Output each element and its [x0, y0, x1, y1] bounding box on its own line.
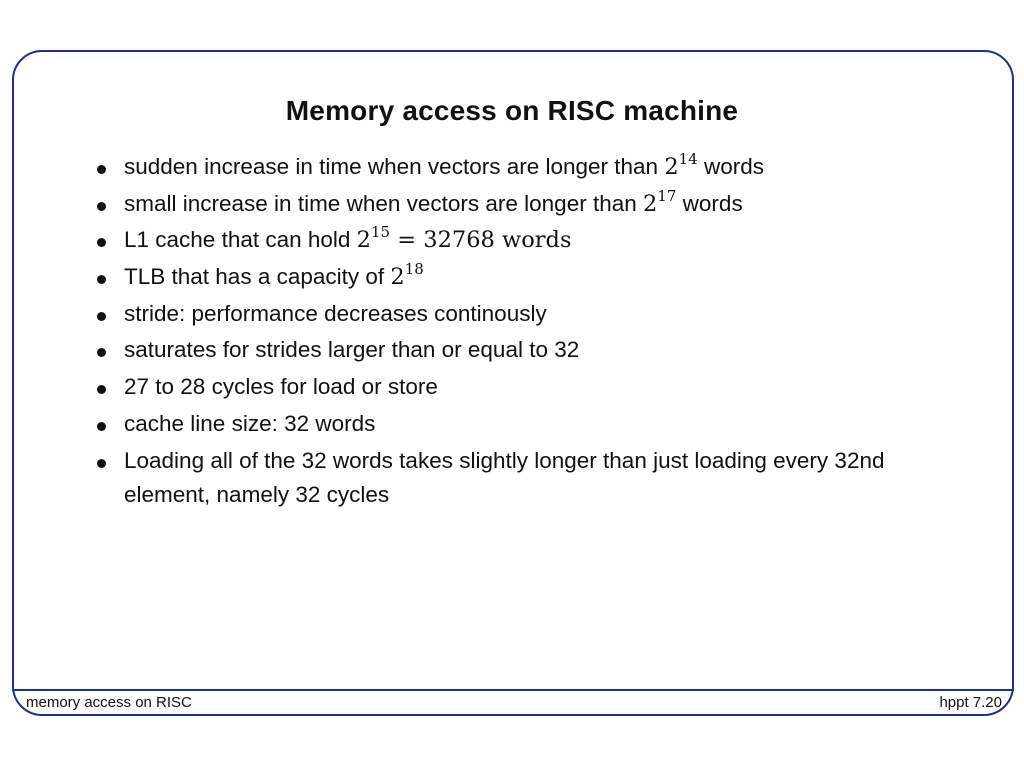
bullet-dot: [97, 238, 106, 247]
bullet-text: saturates for strides larger than or equal to 32: [124, 337, 580, 363]
math-exponent: 17: [657, 186, 677, 205]
math-base: 2: [643, 190, 658, 217]
math-base: 2: [664, 154, 679, 180]
math-base: 2: [390, 264, 405, 291]
math-exponent: 15: [371, 223, 391, 242]
bullet-text-tail: words: [676, 190, 743, 216]
bullet-text: stride: performance decreases continously: [124, 300, 547, 326]
bullet-dot: [97, 202, 106, 211]
bullet-item: [96, 150, 976, 184]
bullet-item: [96, 407, 976, 441]
bullet-dot: [97, 422, 106, 431]
bullet-dot: [97, 275, 106, 284]
bullet-text: small increase in time when vectors are longer than: [124, 190, 643, 216]
math-exponent: 18: [404, 260, 424, 279]
footer-divider: [12, 689, 1014, 691]
bullet-dot: [97, 312, 106, 321]
bullet-text: L1 cache that can hold: [124, 227, 357, 253]
bullet-item: [96, 370, 976, 404]
bullet-text: cache line size: 32 words: [124, 410, 376, 436]
bullet-text-tail: = 32768 words: [390, 227, 572, 254]
bullet-text: Loading all of the 32 words takes slightly longer than just loading every 32nd element, namely 32 cycles: [124, 447, 885, 507]
bullet-item: [96, 260, 976, 294]
footer-section-title: memory access on RISC: [26, 694, 192, 711]
bullet-item: [96, 187, 976, 221]
bullet-item: [96, 333, 976, 367]
math-exponent: 14: [678, 150, 698, 168]
bullet-text: 27 to 28 cycles for load or store: [124, 374, 438, 400]
bullet-text-tail: words: [697, 154, 765, 179]
bullet-dot: [97, 385, 106, 394]
bullet-list: [96, 150, 976, 514]
bullet-dot: [97, 459, 106, 468]
bullet-dot: [97, 165, 106, 174]
bullet-item: [96, 444, 976, 512]
bullet-text: sudden increase in time when vectors are longer than: [124, 154, 665, 179]
slide-title: Memory access on RISC machine: [285, 94, 739, 126]
footer-page-number: hppt 7.20: [939, 694, 1002, 711]
bullet-text: TLB that has a capacity of: [124, 264, 391, 290]
bullet-item: [96, 297, 976, 331]
bullet-item: [96, 223, 976, 257]
bullet-dot: [97, 348, 106, 357]
math-base: 2: [356, 227, 371, 254]
